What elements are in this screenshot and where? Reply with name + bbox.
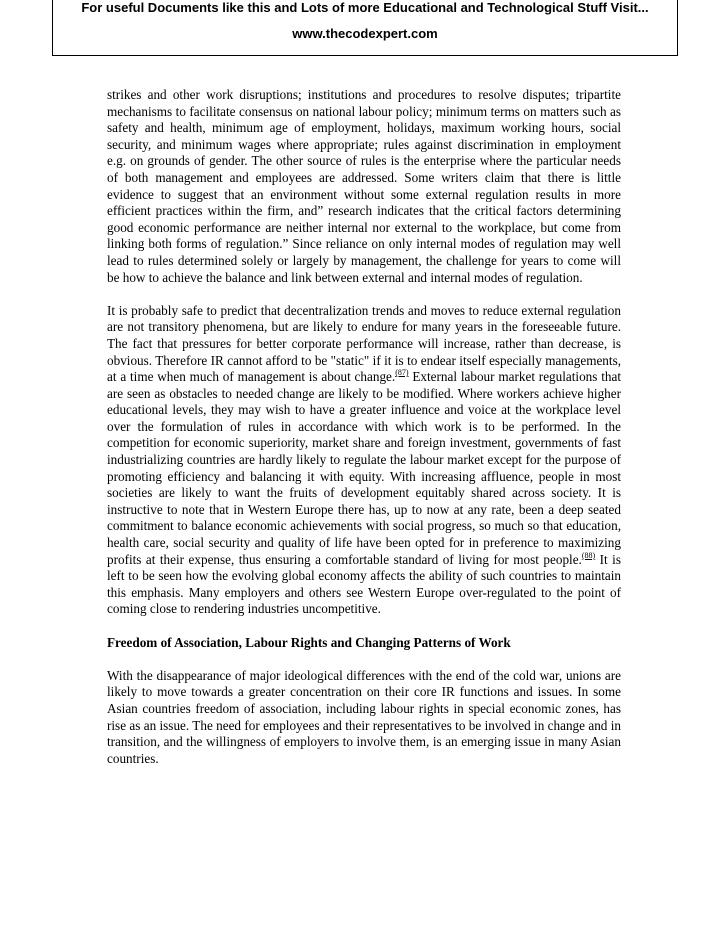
paragraph-text: External labour market regulations that are seen as obstacles to needed change are likely to be modified. Where workers achieve higher educational levels, they may wish to have a greater influence and voice at the workplace level over the formulation of rules in accordance with which work is to be performed. In the competition for economic superiority, market share and foreign investment, governments of fast industrializing countries are hardly likely to regulate the labour market except for the purpose of promoting efficiency and balancing it with equity. With increasing affluence, people in most societies are likely to want the fruits of development equitably shared across society. It is instructive to note that in Western Europe there has, up to now at any rate, been a deep seated commitment to balance economic achievements with social progress, so much so that education, health care, social security and quality of life have been opted for in preference to maximizing profits at their expense, thus ensuring a comfortable standard of living for most people. bbox=[107, 369, 622, 567]
paragraph-freedom-of-association: With the disappearance of major ideological differences with the end of the cold war, unions are likely to move towards a greater concentration on their core IR functions and issues. In some Asian countries freedom of association, including labour rights in special economic zones, has rise as an issue. The need for employees and their representatives to be involved in change and in transition, and the willingness of employers to involve them, is an emerging issue in many Asian countries. bbox=[107, 667, 621, 766]
banner-website-link[interactable]: www.thecodexpert.com bbox=[292, 26, 438, 41]
paragraph-text: It is probably safe to predict that decentralization trends and moves to reduce external regulation are not transitory phenomena, but are likely to endure for many years in the foreseeable future. The fact that pressures for better corporate performance will increase, rather than decrease, is obvious. Therefore IR cannot afford to be "static" if it is to endear itself especially managements, at a time when much of management is about change. bbox=[107, 302, 621, 385]
paragraph-decentralization bbox=[107, 303, 621, 618]
footnote-ref-88[interactable]: (88) bbox=[581, 550, 596, 560]
footnote-ref-87[interactable]: (87) bbox=[395, 368, 409, 378]
banner-promo-text: For useful Documents like this and Lots of more Educational and Technological Stuff Visit... bbox=[81, 0, 649, 15]
document-body bbox=[107, 87, 621, 784]
section-heading: Freedom of Association, Labour Rights and Changing Patterns of Work bbox=[107, 634, 511, 650]
paragraph-regulation-sources: strikes and other work disruptions; institutions and procedures to resolve disputes; tripartite mechanisms to facilitate consensus on national labour policy; minimum terms on matters such as safety and health, minimum age of employment, holidays, maximum working hours, social security, and minimum wages where appropriate; rules against discrimination in employment e.g. on grounds of gender. The other source of rules is the enterprise where the particular needs of both management and employees are addressed. Some writers claim that there is little evidence to suggest that an environment without some external regulation results in more efficient practices within the firm, and” research indicates that the critical factors determining good economic performance are neither internal nor external to the workplace, but come from linking both forms of regulation.” Since reliance on only internal modes of regulation may well lead to rules determined solely or largely by management, the challenge for years to come will be how to achieve the balance and link between external and internal modes of regulation. bbox=[107, 87, 621, 285]
paragraph-text: It is left to be seen how the evolving global economy affects the ability of such countries to maintain this emphasis. Many employers and others see Western Europe over-regulated to the point of coming close to rendering industries uncompetitive. bbox=[107, 551, 621, 617]
promo-banner bbox=[52, 0, 678, 56]
